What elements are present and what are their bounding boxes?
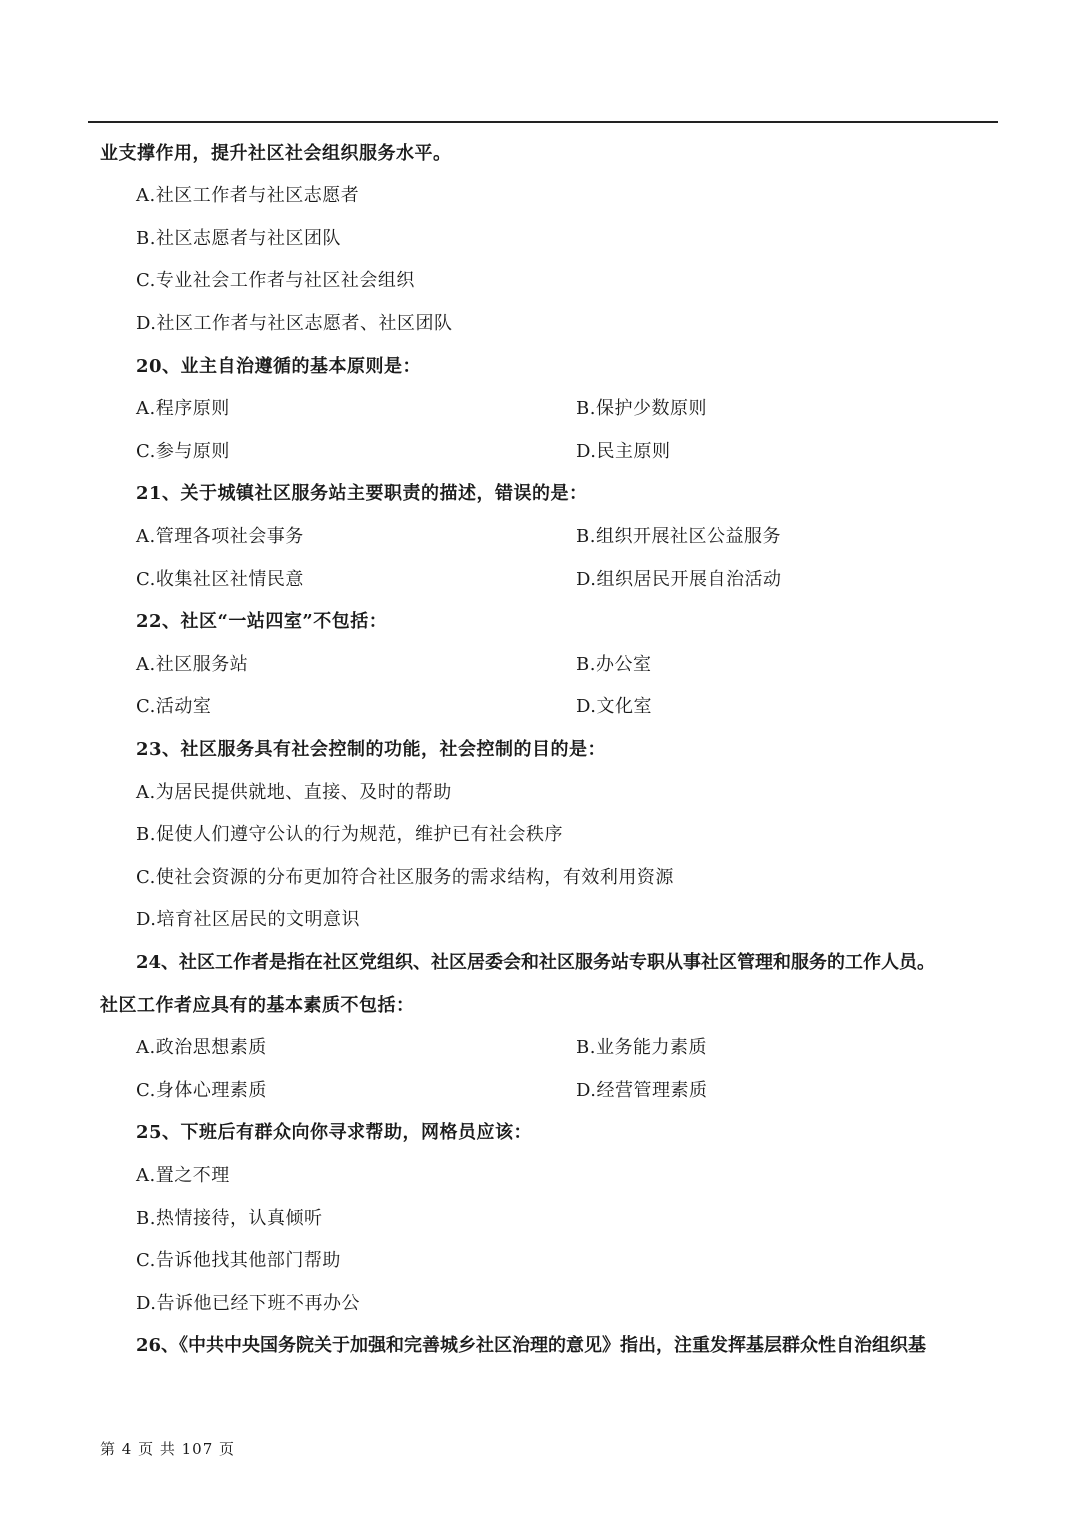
q23-option-d: D.培育社区居民的文明意识 [136,909,361,930]
q20-stem: 20、业主自治遵循的基本原则是： [136,356,422,377]
q24-option-b: B.业务能力素质 [576,1037,707,1058]
q22-option-c: C.活动室 [136,696,212,717]
page-number-footer: 第 4 页 共 107 页 [100,1440,236,1458]
q21-stem: 21、关于城镇社区服务站主要职责的描述，错误的是： [136,483,588,504]
q24-option-d: D.经营管理素质 [576,1080,708,1101]
q25-stem: 25、下班后有群众向你寻求帮助，网格员应该： [136,1122,533,1143]
q20-option-b: B.保护少数原则 [576,398,707,419]
q21-option-d: D.组织居民开展自治活动 [576,569,782,590]
q24-stem-line2: 社区工作者应具有的基本素质不包括： [100,995,415,1016]
q22-option-b: B.办公室 [576,654,652,675]
q19-option-a: A.社区工作者与社区志愿者 [136,185,360,206]
header-rule [88,121,998,123]
q22-stem: 22、社区“一站四室”不包括： [136,611,388,632]
q23-stem: 23、社区服务具有社会控制的功能，社会控制的目的是： [136,739,607,760]
q20-option-d: D.民主原则 [576,441,671,462]
q19-option-c: C.专业社会工作者与社区社会组织 [136,270,415,291]
q21-option-b: B.组织开展社区公益服务 [576,526,781,547]
q22-option-a: A.社区服务站 [136,654,249,675]
q25-option-d: D.告诉他已经下班不再办公 [136,1293,361,1314]
q19-option-d: D.社区工作者与社区志愿者、社区团队 [136,313,453,334]
q25-option-c: C.告诉他找其他部门帮助 [136,1250,341,1271]
q23-option-a: A.为居民提供就地、直接、及时的帮助 [136,782,452,803]
q19-option-b: B.社区志愿者与社区团队 [136,228,341,249]
continuation-text: 业支撑作用，提升社区社会组织服务水平。 [100,143,452,164]
q24-stem-line1: 24、社区工作者是指在社区党组织、社区居委会和社区服务站专职从事社区管理和服务的工作人员。 [136,952,936,973]
q22-option-d: D.文化室 [576,696,653,717]
q23-option-b: B.促使人们遵守公认的行为规范，维护已有社会秩序 [136,824,563,845]
q20-option-c: C.参与原则 [136,441,230,462]
q20-option-a: A.程序原则 [136,398,230,419]
q24-option-a: A.政治思想素质 [136,1037,267,1058]
q23-option-c: C.使社会资源的分布更加符合社区服务的需求结构，有效利用资源 [136,867,674,888]
q25-option-b: B.热情接待，认真倾听 [136,1208,323,1229]
q24-option-c: C.身体心理素质 [136,1080,267,1101]
q21-option-c: C.收集社区社情民意 [136,569,304,590]
q25-option-a: A.置之不理 [136,1165,230,1186]
q26-stem: 26、《中共中央国务院关于加强和完善城乡社区治理的意见》指出，注重发挥基层群众性自治组织基 [136,1335,927,1356]
q21-option-a: A.管理各项社会事务 [136,526,304,547]
